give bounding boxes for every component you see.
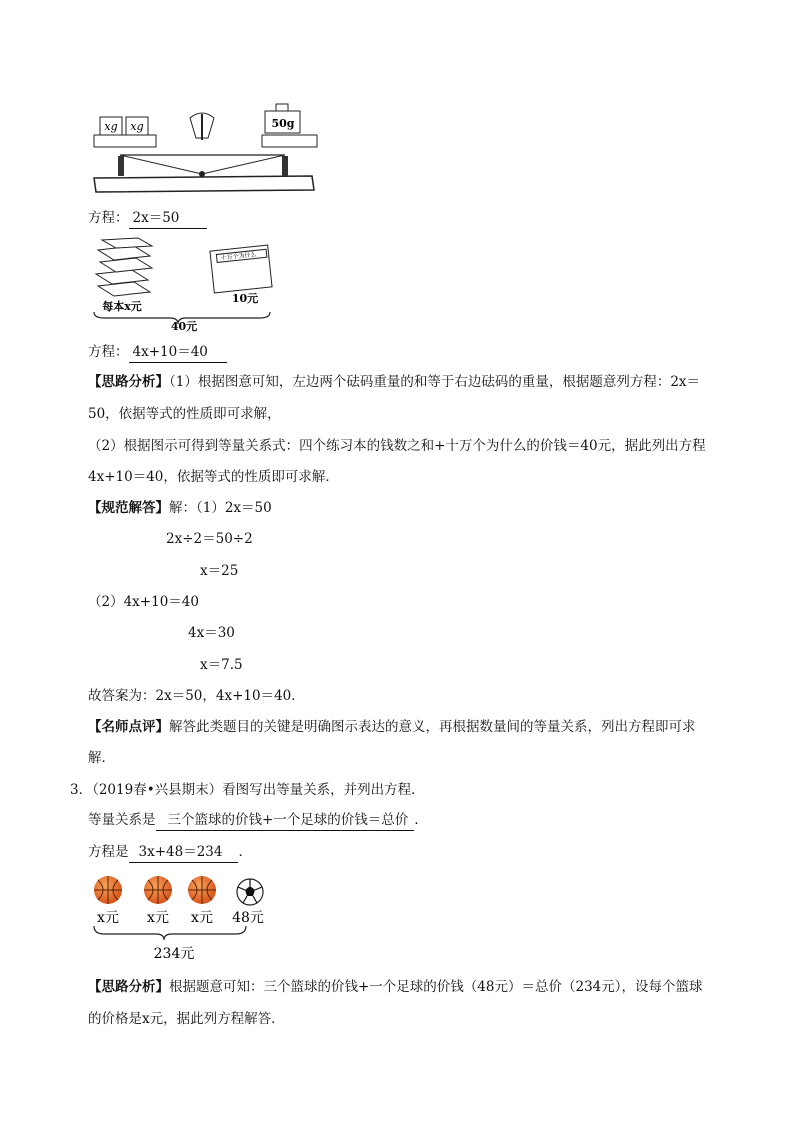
analysis-tag: 【思路分析】 [88, 374, 169, 390]
equation-1-label: 方程： [88, 210, 129, 226]
equation-1-answer: 2x＝50 [129, 208, 207, 229]
analysis-3-text-1: 根据题意可知：三个篮球的价钱+一个足球的价钱（48元）＝总价（234元），设每个篮球 [169, 979, 703, 995]
book-title: 十万个为什么 [220, 251, 257, 263]
equation-2-answer: 4x+10＝40 [129, 342, 227, 363]
label-book-price: 10元 [231, 292, 259, 305]
analysis-3-tag: 【思路分析】 [88, 979, 169, 995]
balls-figure [88, 872, 278, 964]
equation-2 [88, 342, 227, 363]
label-total-40: 40元 [170, 320, 198, 332]
ball-4-price: 48元 [232, 910, 264, 926]
analysis-1-line-4: 4x+10＝40，依据等式的性质即可求解． [88, 469, 339, 485]
analysis-3-line-2: 的价格是x元，据此列方程解答． [88, 1011, 285, 1027]
balance-scale-figure [90, 100, 320, 195]
equation-3-answer: 3x+48＝234 [129, 842, 239, 863]
relation-answer: 三个篮球的价钱+一个足球的价钱＝总价 [156, 810, 415, 831]
basketball-icon [144, 876, 172, 904]
total-price: 234元 [153, 946, 195, 962]
equation-3-label: 方程是 [88, 844, 129, 860]
question-3-text: （2019春•兴县期末）看图写出等量关系，并列出方程． [92, 782, 425, 798]
basketball-icon [188, 876, 216, 904]
label-each-book: 每本x元 [102, 300, 142, 313]
relation-label: 等量关系是 [88, 812, 156, 828]
question-3-relation [88, 810, 428, 831]
question-3-number: 3． [70, 782, 93, 798]
soccer-ball-icon [237, 879, 263, 905]
analysis-1-line-3: （2）根据图示可得到等量关系式：四个练习本的钱数之和+十万个为什么的价钱＝40元，据此列出方程 [88, 438, 706, 454]
ball-1-price: x元 [97, 910, 119, 926]
solution-line-6: x＝7.5 [200, 657, 243, 673]
books-figure [90, 236, 280, 332]
relation-end: ． [414, 812, 428, 828]
weight-right: 50g [271, 117, 295, 130]
equation-3-end: ． [238, 844, 252, 860]
question-3-stem [70, 780, 425, 800]
analysis-1-text-1: （1）根据图意可知，左边两个砝码重量的和等于右边砝码的重量，根据题意列方程：2x＝ [169, 374, 701, 390]
solution-line-7: 故答案为：2x＝50，4x+10＝40． [88, 688, 305, 704]
weight-left-1: xg [104, 120, 118, 133]
solution-text-1: 解：（1）2x＝50 [169, 500, 272, 516]
equation-1 [88, 208, 207, 229]
comment-line-2: 解． [88, 750, 115, 766]
equation-2-label: 方程： [88, 344, 129, 360]
basketball-icon [94, 876, 122, 904]
solution-line-4: （2）4x+10＝40 [88, 594, 199, 610]
weight-left-2: xg [130, 120, 144, 133]
comment-tag: 【名师点评】 [88, 719, 169, 735]
ball-3-price: x元 [191, 910, 213, 926]
analysis-1-line-2: 50，依据等式的性质即可求解， [88, 406, 281, 422]
question-3-equation [88, 842, 252, 863]
solution-line-5: 4x＝30 [188, 625, 235, 641]
analysis-3-line-1 [88, 977, 703, 997]
ball-2-price: x元 [147, 910, 169, 926]
comment-text-1: 解答此类题目的关键是明确图示表达的意义，再根据数量间的等量关系，列出方程即可求 [169, 719, 696, 735]
solution-line-1 [88, 498, 272, 518]
solution-line-2: 2x÷2＝50÷2 [166, 531, 253, 547]
comment-line-1 [88, 717, 696, 737]
solution-line-3: x＝25 [200, 563, 239, 579]
solution-tag: 【规范解答】 [88, 500, 169, 516]
analysis-1-line-1 [88, 372, 700, 392]
